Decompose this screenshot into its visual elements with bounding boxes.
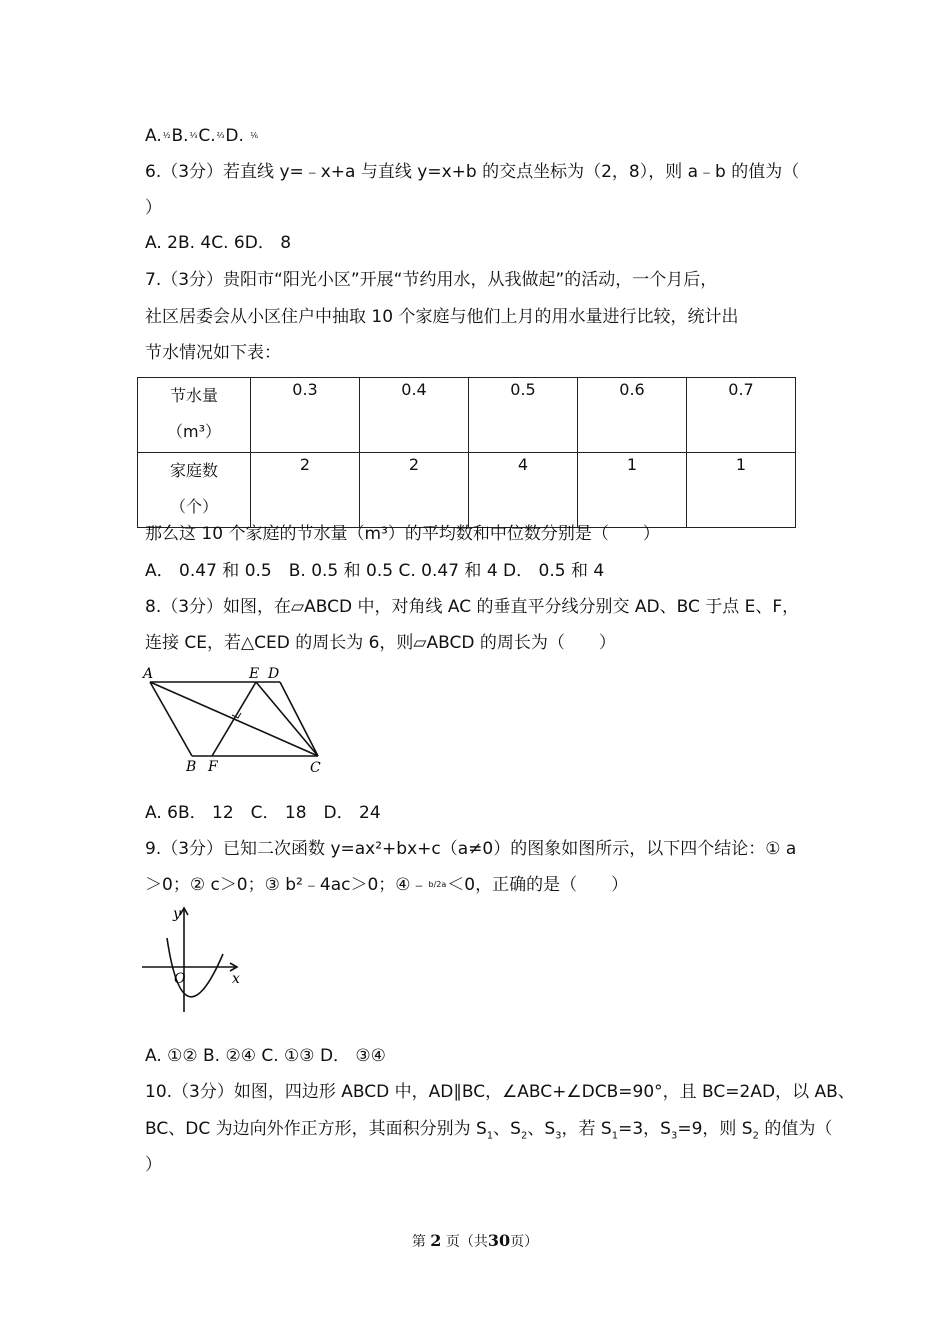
q7-stem-line2: 社区居委会从小区住户中抽取 10 个家庭与他们上月的用水量进行比较，统计出	[145, 307, 739, 327]
q5-option-a-fraction: ½	[162, 131, 171, 140]
page-footer	[0, 1231, 950, 1251]
q8-parallelogram-figure	[140, 664, 330, 776]
segment-ef	[212, 682, 256, 756]
table-cell: 1	[687, 453, 796, 528]
q10-subscript: 3	[555, 1130, 562, 1142]
table-cell: 2	[251, 453, 360, 528]
q5-options	[145, 124, 259, 148]
q7-water-table	[137, 377, 796, 528]
footer-middle: 页（共	[445, 1234, 488, 1250]
q10-subscript: 3	[670, 1130, 678, 1142]
q10-text: BC、DC 为边向外作正方形，其面积分别为 S	[145, 1119, 487, 1139]
table-row	[138, 453, 796, 528]
table-cell: 4	[469, 453, 578, 528]
table-header-cell	[138, 378, 251, 453]
side-ab	[150, 682, 192, 756]
q6-options: A. 2B. 4C. 6D． 8	[145, 233, 292, 253]
q10-text: =3，S	[618, 1119, 671, 1139]
footer-suffix: 页）	[510, 1234, 539, 1250]
q7-question: 那么这 10 个家庭的节水量（m³）的平均数和中位数分别是（ ）	[145, 524, 660, 544]
q10-stem-line1: 10.（3分）如图，四边形 ABCD 中，AD∥BC，∠ABC+∠DCB=90°，且 BC=2AD，以 AB、	[145, 1082, 855, 1102]
total-pages: 30	[487, 1231, 511, 1250]
header-unit: （个）	[169, 497, 218, 516]
label-b: B	[186, 759, 197, 775]
q9-parabola-figure	[140, 904, 250, 1016]
q5-option-d-label: D.	[225, 126, 244, 146]
label-e: E	[249, 666, 260, 682]
q6-stem-line1: 6.（3分）若直线 y=﹣x+a 与直线 y=x+b 的交点坐标为（2，8），则 a﹣b 的值为（	[145, 162, 800, 182]
q9-options: A. ①② B. ②④ C. ①③ D． ③④	[145, 1046, 386, 1066]
q5-option-b-label: B.	[171, 126, 189, 146]
q9-stem-line2	[145, 873, 628, 897]
q10-text: 、S	[527, 1119, 556, 1139]
q5-option-d-fraction: ⅙	[250, 131, 259, 140]
header-unit: （m³）	[166, 422, 221, 441]
q10-subscript: 1	[611, 1130, 619, 1142]
q9-fraction: b/2a	[428, 880, 447, 889]
q7-options: A． 0.47 和 0.5 B. 0.5 和 0.5 C. 0.47 和 4 D． 0.5 和 4	[145, 561, 605, 581]
q7-stem-line1: 7.（3分）贵阳市“阳光小区”开展“节约用水，从我做起”的活动，一个月后，	[145, 270, 718, 290]
q9-conclusions-end: ＜0，正确的是（ ）	[447, 875, 629, 895]
q8-stem-line2: 连接 CE，若△CED 的周长为 6，则▱ABCD 的周长为（ ）	[145, 633, 616, 653]
label-f: F	[208, 759, 218, 775]
label-a: A	[143, 666, 154, 682]
label-c: C	[310, 760, 321, 776]
table-cell: 2	[360, 453, 469, 528]
q9-conclusions-text: ＞0；② c＞0；③ b²﹣4ac＞0；④﹣	[145, 875, 428, 895]
header-label: 家庭数	[169, 461, 218, 480]
q10-stem-line2	[145, 1117, 832, 1141]
q10-text: 、S	[493, 1119, 521, 1139]
q10-subscript: 1	[486, 1130, 494, 1142]
q5-option-b-fraction: ⅓	[189, 131, 198, 140]
label-d: D	[268, 666, 280, 682]
table-cell: 0.6	[578, 378, 687, 453]
label-x: x	[232, 971, 240, 987]
q5-option-a-label: A.	[145, 126, 162, 146]
table-cell: 1	[578, 453, 687, 528]
q10-text: =9，则 S	[677, 1119, 753, 1139]
q8-stem-line1: 8.（3分）如图，在▱ABCD 中，对角线 AC 的垂直平分线分别交 AD、BC 于点 E、F，	[145, 597, 800, 617]
q10-subscript: 2	[520, 1130, 528, 1142]
table-cell: 0.5	[469, 378, 578, 453]
segment-ce	[256, 682, 318, 756]
label-o: O	[174, 971, 186, 987]
table-cell: 0.4	[360, 378, 469, 453]
q10-text: 的值为（	[758, 1119, 833, 1139]
q6-stem-line2: ）	[145, 198, 162, 218]
page-number: 2	[430, 1231, 442, 1250]
footer-prefix: 第	[411, 1234, 426, 1250]
q5-option-c-label: C.	[198, 126, 216, 146]
q5-option-c-fraction: ⅔	[216, 131, 225, 140]
q10-text: ，若 S	[561, 1119, 612, 1139]
q7-stem-line3: 节水情况如下表：	[145, 343, 281, 363]
q8-options: A. 6B． 12 C． 18 D． 24	[145, 803, 381, 823]
table-cell: 0.3	[251, 378, 360, 453]
label-y: y	[173, 906, 181, 922]
q10-subscript: 2	[752, 1130, 759, 1142]
table-header-cell	[138, 453, 251, 528]
table-row	[138, 378, 796, 453]
q9-stem-line1: 9.（3分）已知二次函数 y=ax²+bx+c（a≠0）的图象如图所示，以下四个结论：① a	[145, 839, 797, 859]
table-cell: 0.7	[687, 378, 796, 453]
header-label: 节水量	[169, 386, 218, 405]
q10-stem-line3: ）	[145, 1155, 162, 1175]
side-dc	[280, 682, 318, 756]
